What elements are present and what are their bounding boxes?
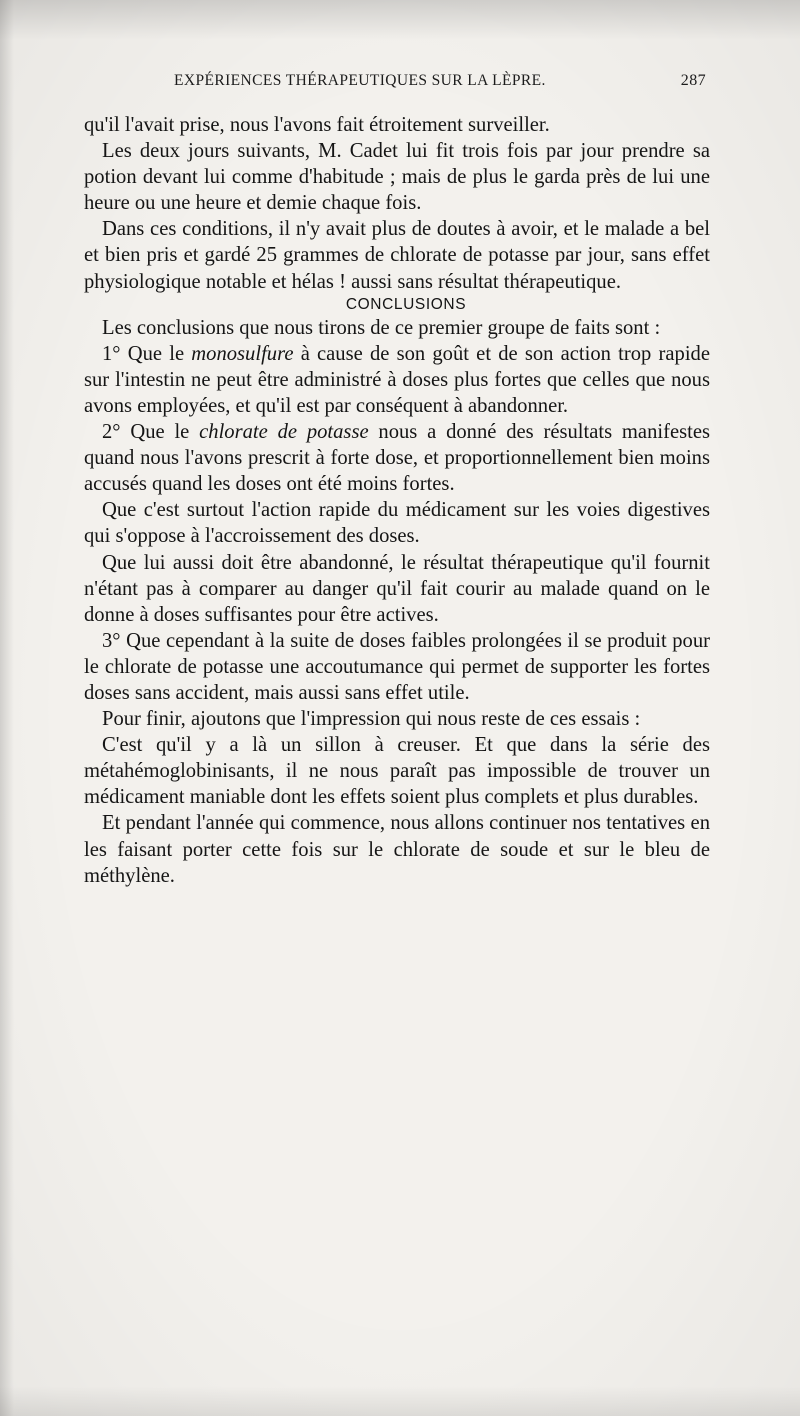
paragraph: Pour finir, ajoutons que l'impression qui nous reste de ces essais : [102, 708, 641, 731]
body-text [84, 112, 710, 889]
drug-name: monosulfure [191, 342, 294, 365]
paragraph: Les conclusions que nous tirons de ce premier groupe de faits sont : [102, 316, 661, 339]
page-top-shadow [0, 0, 800, 40]
running-head [78, 70, 710, 94]
paragraph: C'est qu'il y a là un sillon à creuser. Et que dans la série des métahémoglobinisants, il ne nous paraît pas impossible de trouver un médicament maniable dont les effets soient plus complets et plus durables. [84, 734, 710, 809]
conclusion-point-3: 3° Que cependant à la suite de doses faibles prolongées il se produit pour le chlorate de potasse une accoutumance qui permet de supporter les fortes doses sans accident, mais aussi sans effet utile. [84, 629, 710, 704]
drug-name: chlorate de potasse [199, 421, 369, 444]
paragraph: Que c'est surtout l'action rapide du médicament sur les voies digestives qui s'oppose à l'accroissement des doses. [84, 499, 710, 548]
paragraph: Et pendant l'année qui commence, nous allons continuer nos tentatives en les faisant porter cette fois sur le chlorate de soude et sur le bleu de méthylène. [84, 812, 710, 887]
paragraph: Dans ces conditions, il n'y avait plus de doutes à avoir, et le malade a bel et bien pris et gardé 25 grammes de chlorate de potasse par jour, sans effet physiologique notable et hélas ! aussi sans résultat thérapeutique. [84, 218, 710, 293]
paragraph: Que lui aussi doit être abandonné, le résultat thérapeutique qu'il fournit n'étant pas à comparer au danger qu'il fait courir au malade quand on le donne à doses suffisantes pour être actives. [84, 551, 710, 626]
point-prefix: 1° Que le [102, 342, 192, 365]
conclusion-point-2 [84, 419, 710, 497]
paragraph: Les deux jours suivants, M. Cadet lui fit trois fois par jour prendre sa potion devant lui comme d'habitude ; mais de plus le garda près de lui une heure ou une heure et demie chaque fois. [84, 140, 710, 215]
paragraph: qu'il l'avait prise, nous l'avons fait étroitement surveiller. [84, 114, 550, 136]
point-text: à cause de son goût et de son action trop rapide sur l'intestin ne peut être administré à doses plus fortes que celles que nous avons employées, et qu'il est par conséquent à abandonner. [84, 342, 710, 417]
page-bottom-shadow [0, 1386, 800, 1416]
point-prefix: 2° Que le [102, 421, 200, 444]
page-left-shadow [0, 0, 14, 1416]
running-head-title: EXPÉRIENCES THÉRAPEUTIQUES SUR LA LÈPRE. [174, 72, 546, 89]
section-heading: CONCLUSIONS [345, 295, 467, 313]
page-number: 287 [680, 72, 706, 89]
conclusion-point-1 [84, 341, 710, 419]
point-text: nous a donné des résultats manifestes quand nous l'avons prescrit à forte dose, et proportionnellement bien moins accusés quand les doses ont été moins fortes. [84, 421, 710, 496]
